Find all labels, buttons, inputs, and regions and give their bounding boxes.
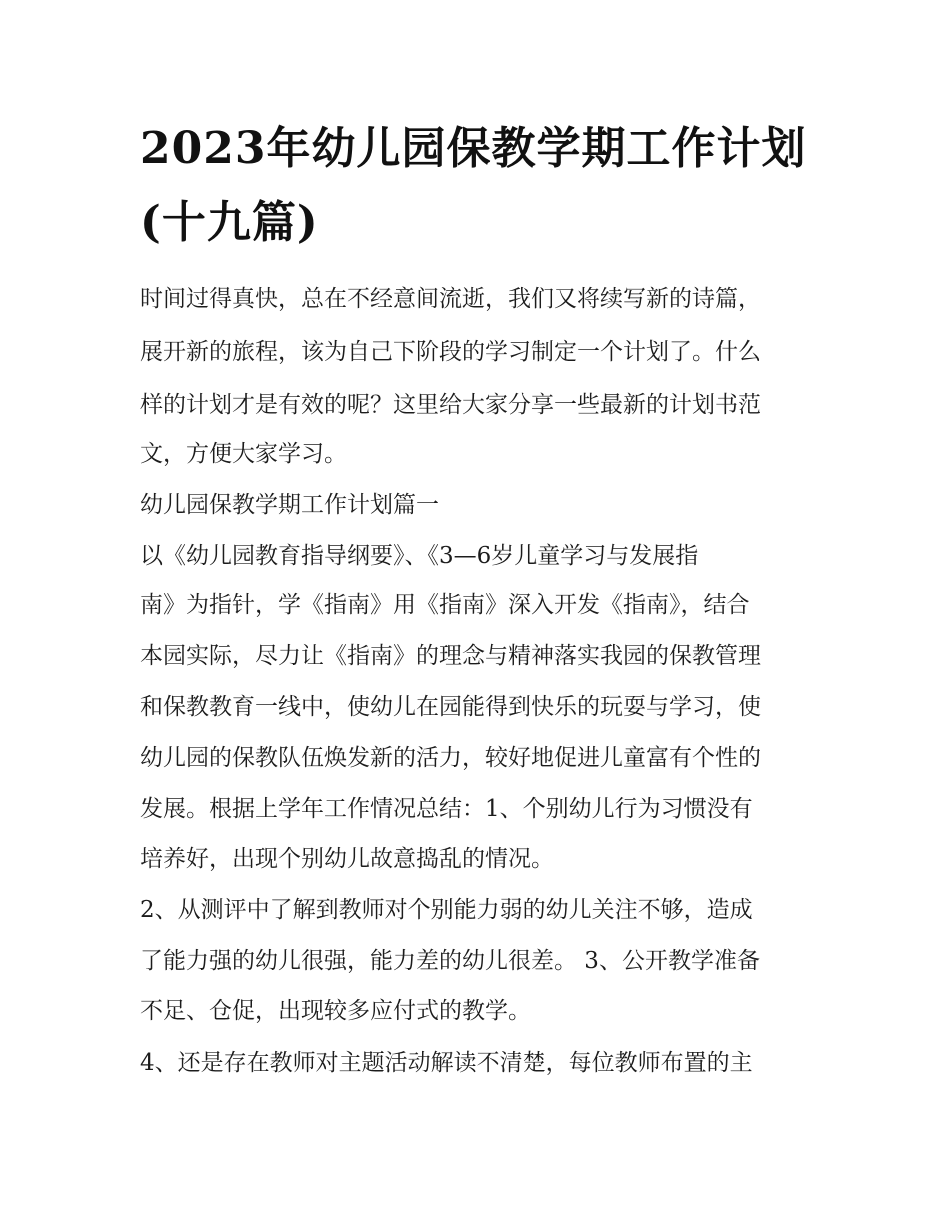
- paragraph-line: 以《幼儿园教育指导纲要》、《3—6岁儿童学习与发展指: [140, 543, 699, 569]
- paragraph-line: 发展。根据上学年工作情况总结：1、个别幼儿行为习惯没有: [140, 796, 753, 822]
- paragraph-line: 文，方便大家学习。: [140, 441, 347, 467]
- paragraph-line: 和保教教育一线中，使幼儿在园能得到快乐的玩耍与学习，使: [140, 694, 761, 720]
- paragraph-line: 2、从测评中了解到教师对个别能力弱的幼儿关注不够，造成: [140, 897, 753, 923]
- paragraph-line: 时间过得真快，总在不经意间流逝，我们又将续写新的诗篇，: [140, 286, 761, 312]
- paragraph-line: 展开新的旅程，该为自己下阶段的学习制定一个计划了。什么: [140, 339, 761, 365]
- paragraph-line: 了能力强的幼儿很强，能力差的幼儿很差。 3、公开教学准备: [140, 948, 760, 974]
- paragraph-line: 4、还是存在教师对主题活动解读不清楚，每位教师布置的主: [140, 1050, 753, 1076]
- paragraph-line: 幼儿园的保教队伍焕发新的活力，较好地促进儿童富有个性的: [140, 745, 761, 771]
- paragraph-line: 不足、仓促，出现较多应付式的教学。: [140, 998, 531, 1024]
- paragraph-line: 样的计划才是有效的呢？这里给大家分享一些最新的计划书范: [140, 392, 761, 418]
- paragraph-line: 本园实际，尽力让《指南》的理念与精神落实我园的保教管理: [140, 643, 761, 669]
- paragraph-line: 南》为指针，学《指南》用《指南》深入开发《指南》，结合: [140, 592, 750, 618]
- paragraph-line: 培养好，出现个别幼儿故意捣乱的情况。: [140, 846, 554, 872]
- section-heading: 幼儿园保教学期工作计划篇一: [140, 492, 439, 518]
- document-title: 2023年幼儿园保教学期工作计划(十九篇): [140, 123, 807, 248]
